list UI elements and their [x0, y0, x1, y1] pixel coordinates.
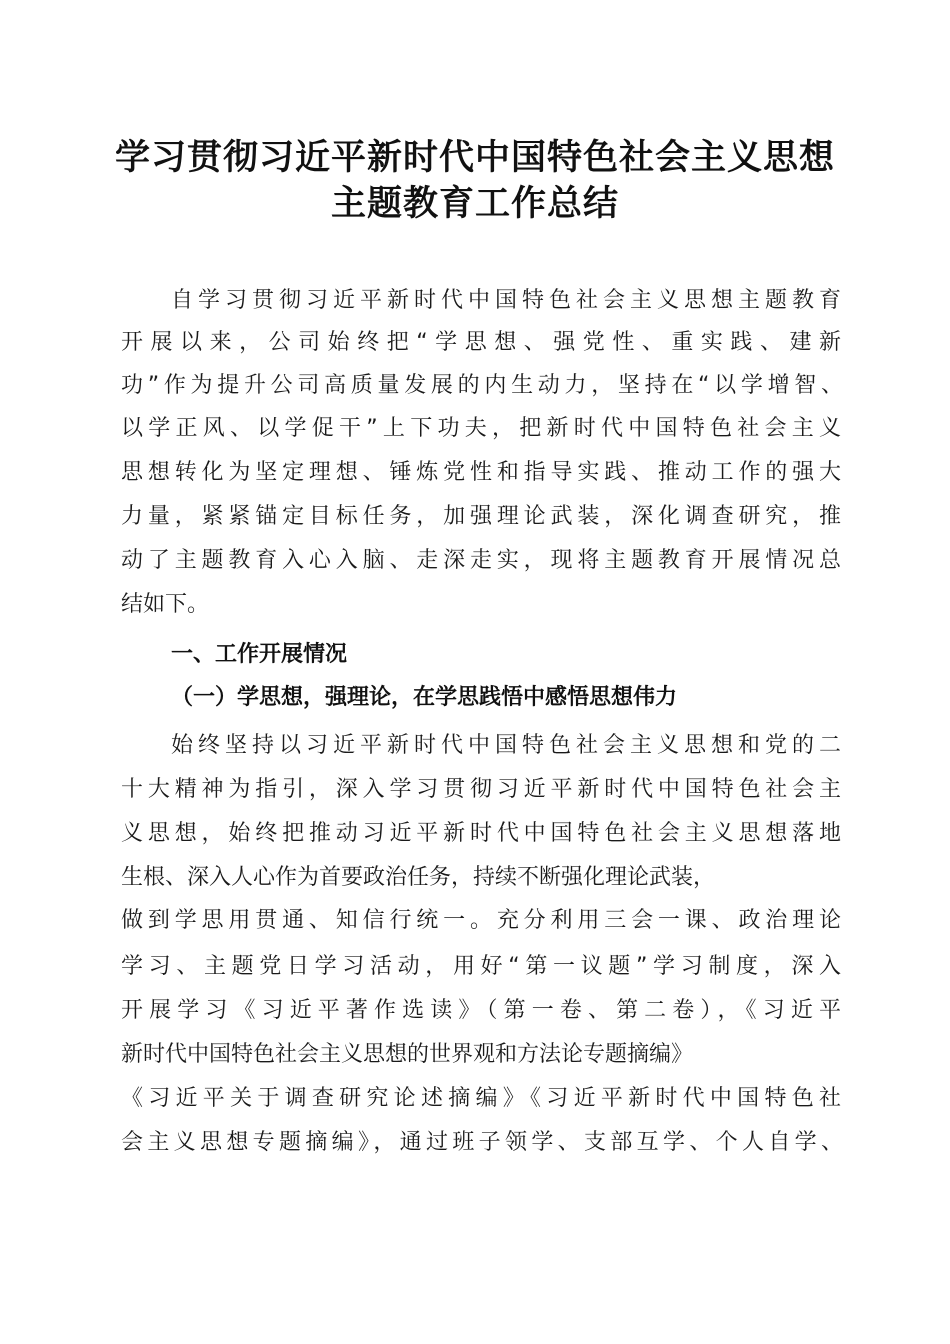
paragraph-1-line: 力量，紧紧锚定目标任务，加强理论武装，深化调查研究，推 [121, 504, 841, 529]
paragraph-2-line: 始终坚持以习近平新时代中国特色社会主义思想和党的二 [171, 733, 841, 758]
paragraph-2-line: 生根、深入人心作为首要政治任务，持续不断强化理论武装， [121, 865, 716, 890]
paragraph-2-line: 义思想，始终把推动习近平新时代中国特色社会主义思想落地 [121, 821, 841, 846]
document-title-line-2: 主题教育工作总结 [330, 183, 619, 224]
paragraph-1-line: 结如下。 [121, 592, 210, 617]
paragraph-2-line: 开展学习《习近平著作选读》（第一卷、第二卷），《习近平 [121, 998, 841, 1023]
paragraph-2-line: 新时代中国特色社会主义思想的世界观和方法论专题摘编》 [121, 1042, 694, 1067]
paragraph-1-line: 以学正风、以学促干”上下功夫，把新时代中国特色社会主义 [121, 416, 841, 441]
paragraph-2-line: 《习近平关于调查研究论述摘编》《习近平新时代中国特色社 [121, 1086, 841, 1111]
section-heading: 一、工作开展情况 [171, 642, 348, 667]
paragraph-1-line: 开展以来，公司始终把“学思想、强党性、重实践、建新 [121, 330, 841, 355]
paragraph-2-line: 十大精神为指引，深入学习贯彻习近平新时代中国特色社会主 [121, 777, 841, 802]
paragraph-1-line: 自学习贯彻习近平新时代中国特色社会主义思想主题教育 [171, 288, 841, 313]
paragraph-2-line: 做到学思用贯通、知信行统一。充分利用三会一课、政治理论 [121, 908, 841, 933]
paragraph-1-line: 功”作为提升公司高质量发展的内生动力，坚持在“以学增智、 [121, 373, 844, 398]
subsection-heading: （一）学思想，强理论，在学思践悟中感悟思想伟力 [171, 685, 678, 710]
document-title-line-1: 学习贯彻习近平新时代中国特色社会主义思想 [114, 137, 835, 178]
paragraph-2-line: 会主义思想专题摘编》，通过班子领学、支部互学、个人自学、 [121, 1130, 843, 1155]
paragraph-2-line: 学习、主题党日学习活动，用好“第一议题”学习制度，深入 [121, 954, 841, 979]
paragraph-1-line: 思想转化为坚定理想、锤炼党性和指导实践、推动工作的强大 [121, 460, 841, 485]
paragraph-1-line: 动了主题教育入心入脑、走深走实，现将主题教育开展情况总 [121, 548, 841, 573]
